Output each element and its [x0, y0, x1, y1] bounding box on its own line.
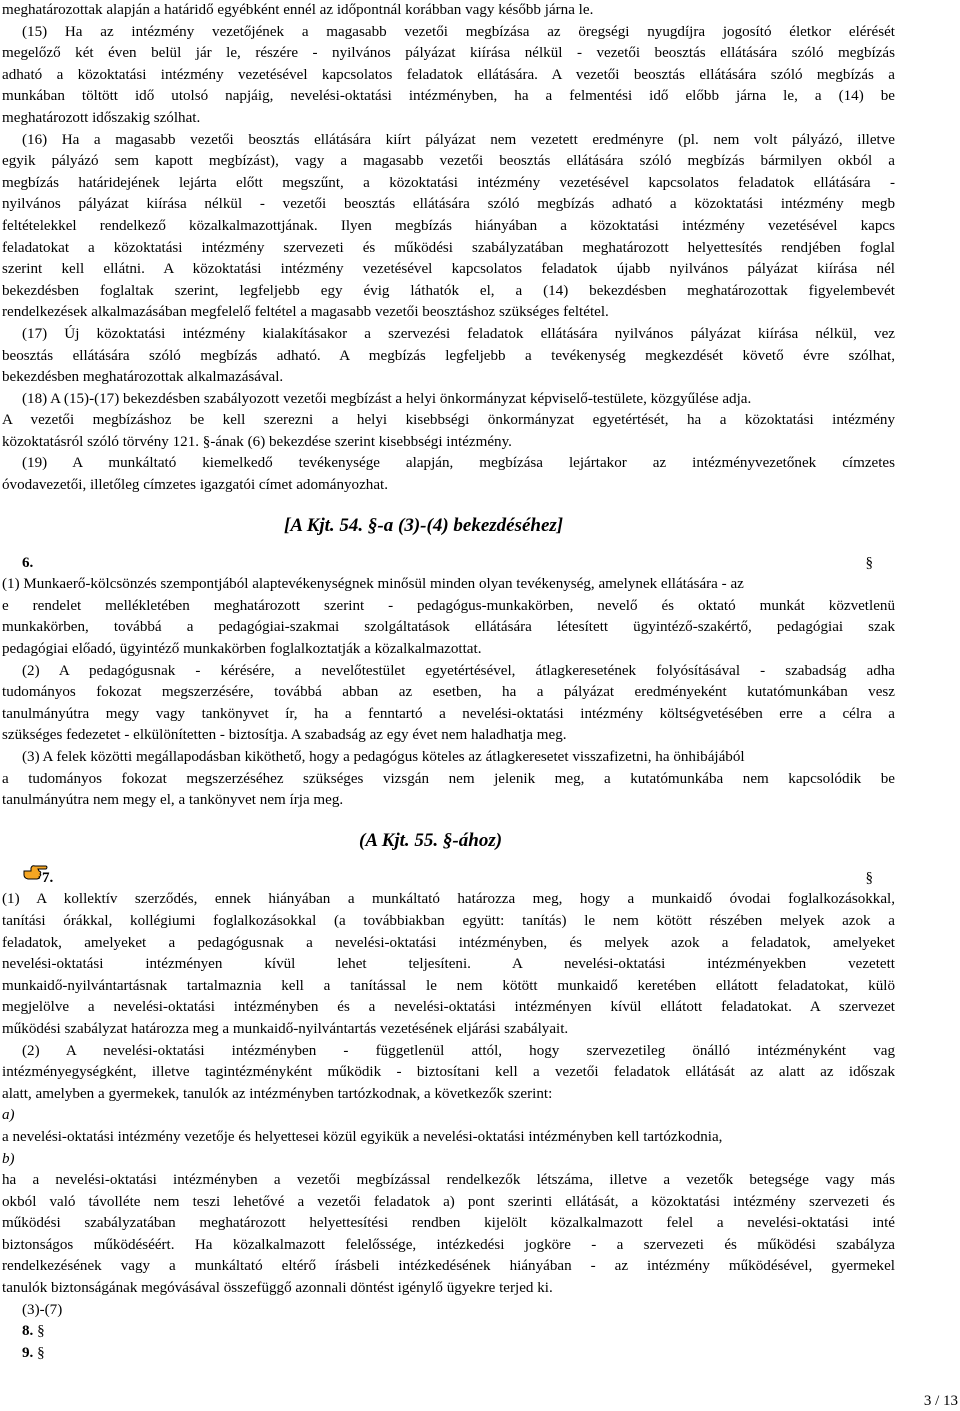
section-number-row: [2, 553, 895, 575]
text-line: megjelölve a nevelési-oktatási intézményben és a nevelési-oktatási intézményen kívül ellátott feladatokat. A szervezet: [2, 999, 895, 1016]
text-line: alatt, amelyben a gyermekek, tanulók az intézményben tartózkodnak, a következők szerint:: [2, 1085, 553, 1102]
text-line: biztonságos működéséért. Ha közalkalmazott felelőssége, intézkedési jogköre - a szervezeti és működési szabályza: [2, 1236, 895, 1253]
text-line: munkában töltött idő utolsó napjáig, nevelési-oktatási intézményben, ha a felmentési idő előbb járna le, a (14) be: [2, 88, 895, 105]
text-line: intézményegységként, illetve tagintézményként működik - biztosítani kell a vezetői feladatok ellátását az alatt az időszak: [2, 1064, 895, 1081]
text-line: szerint kell ellátni. A közoktatási intézmény vezetésével kapcsolatos feladatok újabb nyilvános pályázat kiírása nél: [2, 261, 895, 278]
text-line: szükséges fedezetet - elkülönítetten - biztosítja. A szabadság az egy évet nem haladhatja meg.: [2, 727, 567, 744]
text-line: bekezdésben meghatározottak alkalmazásával.: [2, 369, 284, 386]
text-line: (16) Ha a magasabb vezetői beosztás ellátására kiírt pályázat nem vezetett eredményre (pl. nem volt pályázó, illetve: [22, 131, 895, 148]
text-line: feladatok, amelyeket a pedagógusnak a nevelési-oktatási intézményben, és melyek azok a feladatok, amelyeket: [2, 934, 895, 951]
text-line: óvodavezetői, illetőleg címzetes igazgatói címet adományozhat.: [2, 477, 388, 494]
text-line: (1) A kollektív szerződés, ennek hiányában a munkáltató határozza meg, hogy a munkaidő óvodai foglalkozásokkal,: [2, 891, 895, 908]
text-line: (3) A felek közötti megállapodásban kiköthető, hogy a pedagógus köteles az átlagkeresetet visszafizetni, ha önhibájából: [22, 749, 745, 765]
text-line: (3)-(7): [22, 1301, 63, 1318]
section-number-row: [2, 1343, 895, 1365]
section-number: 7.: [42, 869, 54, 886]
text-line: (1) Munkaerő-kölcsönzés szempontjából alaptevékenységnek minősül minden olyan tevékenység, amelynek ellátására - az: [2, 576, 744, 593]
section-number-row: [2, 868, 895, 890]
text-line: bekezdésben foglaltak szerint, legfeljebb egy évig láthatók el, a (14) bekezdésben meghatározottak figyelembevét: [2, 282, 895, 299]
text-line: munkaidő-nyilvántartásnak tartalmaznia kell a tanítással le nem kötött munkaidő keretében ellátott feladatokat, külö: [2, 977, 895, 994]
text-line: nyilvános pályázat kiírása nélkül - vezetői beosztás ellátására szóló megbízás adható a közoktatási intézmény megb: [2, 196, 895, 213]
text-line: okból való távolléte nem teszi lehetővé a vezetői feladatok a) pont szerinti ellátását, a közoktatási intézmény szervezeti és: [2, 1193, 895, 1210]
page-number: 3 / 13: [923, 1393, 958, 1409]
text-line: (15) Ha az intézmény vezetőjének a magasabb vezetői megbízása az öregségi nyugdíjra jogosító életkor elérését: [22, 23, 895, 40]
section-number: 8.: [22, 1323, 34, 1340]
text-line: megelőző két éven belül jár le, részére - nyilvános pályázat kiírása nélkül - vezetői beosztás ellátására szóló megbízás: [2, 45, 895, 62]
text-line: feltételekkel rendelkező közalkalmazottjának. Ilyen megbízás hiányában a közoktatási intézmény vezetésével kapcs: [2, 217, 895, 234]
text-line: A vezetői megbízáshoz be kell szerezni a helyi kisebbségi önkormányzat egyetértését, ha a közoktatási intézmény: [2, 412, 895, 429]
text-line: rendelkezésének vagy a munkáltató eltérő írásbeli intézkedésének hiányában - az intézmény működésével, gyermekel: [2, 1258, 895, 1275]
text-line: tanulmányútra nem megy el, a tankönyvet nem írja meg.: [2, 792, 344, 809]
section-number: 6.: [22, 554, 34, 571]
section-sign-link[interactable]: §: [33, 1323, 45, 1340]
text-line: a): [2, 1107, 15, 1124]
text-line: a tudományos fokozat megszerzéséhez szükséges vizsgán nem jelenik meg, a kutatómunkába nem kapcsolódik be: [2, 770, 895, 787]
text-line: meghatározott időszakig szólhat.: [2, 109, 201, 126]
text-line: (19) A munkáltató kiemelkedő tevékenysége alapján, megbízása lejártakor az intézményvezetőnek címzetes: [22, 455, 895, 472]
section-number: 9.: [22, 1344, 34, 1361]
text-line: feladatokat a közoktatási intézmény szervezeti és működési szabályzatában meghatározott helyettesítés rendjében foglal: [2, 239, 895, 256]
section-heading: (A Kjt. 55. §-ához): [359, 829, 503, 851]
text-line: adható a közoktatási intézmény vezetésével kapcsolatos feladatok ellátására. A vezetői beosztás ellátására szóló megbízás a: [2, 66, 895, 83]
text-line: (2) A pedagógusnak - kérésére, a nevelőtestület egyetértésével, átlagkeresetének folyósításával - szabadság adha: [22, 662, 895, 679]
text-line: a nevelési-oktatási intézmény vezetője és helyettesei közül egyikük a nevelési-oktatási intézményben kell tartózkodnia,: [2, 1128, 723, 1145]
text-line: megbízás határidejének lejárta előtt megszűnt, a közoktatási intézmény vezetésével kapcsolatos feladatok ellátására -: [2, 174, 895, 191]
text-line: nevelési-oktatási intézményen kívül lehet teljesíteni. A nevelési-oktatási intézményekben vezetett: [2, 956, 895, 973]
text-line: közoktatásról szóló törvény 121. §-ának (6) bekezdése szerint kisebbségi intézmény.: [2, 433, 512, 450]
text-line: meghatározottak alapján a határidő egyébként ennél az időpontnál korábban vagy később járna le.: [2, 2, 594, 18]
text-line: tanulmányútra megy vagy tankönyvet ír, ha a fenntartó a nevelési-oktatási intézmény költségvetésében erre a célra a: [2, 705, 895, 722]
text-line: tudományos fokozat megszerzésére, továbbá abban az esetben, ha a pályázat eredményeként kutatómunkában vesz: [2, 684, 895, 701]
text-line: működési szabályzat határozza meg a munkaidő-nyilvántartás vezetésének eljárási szabályait.: [2, 1020, 569, 1037]
section-sign-link[interactable]: §: [865, 869, 873, 886]
text-line: (17) Új közoktatási intézmény kialakításakor a szervezési feladatok ellátására nyilvános pályázat kiírása nélkül, vez: [22, 325, 895, 342]
text-line: b): [2, 1150, 15, 1167]
text-column: [2, 0, 895, 1364]
text-line: működési szabályzatában meghatározott helyettesítési rendben kijelölt közalkalmazott felel a nevelési-oktatási inté: [2, 1215, 895, 1232]
section-sign-link[interactable]: §: [865, 554, 873, 571]
text-line: egyik pályázó sem kapott megbízást), vagy a magasabb vezetői beosztás ellátására szóló megbízás bármilyen okból a: [2, 153, 895, 170]
section-heading: [A Kjt. 54. §-a (3)-(4) bekezdéséhez]: [284, 514, 564, 536]
text-line: (18) A (15)-(17) bekezdésben szabályozott vezetői megbízást a helyi önkormányzat képviselő-testülete, közgyűlése adja.: [22, 390, 752, 407]
section-sign-link[interactable]: §: [33, 1344, 45, 1361]
text-line: ha a nevelési-oktatási intézményben a vezetői megbízással rendelkezők létszáma, illetve a vezetők betegsége vagy más: [2, 1172, 895, 1189]
text-line: beosztás ellátására szóló megbízás adható. A megbízás legfeljebb a tevékenység megkezdését követő évre szólhat,: [2, 347, 895, 364]
text-line: pedagógiai előadó, ügyintéző munkakörben foglalkoztatják a közalkalmazottat.: [2, 641, 482, 658]
text-line: e rendelet mellékletében meghatározott szerint - pedagógus-munkakörben, nevelő és oktató munkát közvetlenü: [2, 597, 895, 614]
text-line: tanítási órákkal, kollégiumi foglalkozásokkal (a továbbiakban együtt: tanítás) le nem kötött részében melyek azok a: [2, 912, 895, 929]
text-line: (2) A nevelési-oktatási intézményben - függetlenül attól, hogy szervezetileg önálló intézményként vag: [22, 1042, 895, 1059]
text-line: rendelkezések alkalmazásában megfelelő feltétel a magasabb vezetői beosztáshoz szükséges feltétel.: [2, 304, 609, 321]
text-line: tanulók biztonságának megóvásával összefüggő azonnali döntést igénylő ügyekre terjed ki.: [2, 1280, 553, 1297]
section-number-row: [2, 1321, 895, 1343]
text-line: munkakörben, továbbá a pedagógiai-szakmai szolgáltatások ellátására létesített ügyintéző-szakértő, pedagógiai szak: [2, 619, 895, 636]
